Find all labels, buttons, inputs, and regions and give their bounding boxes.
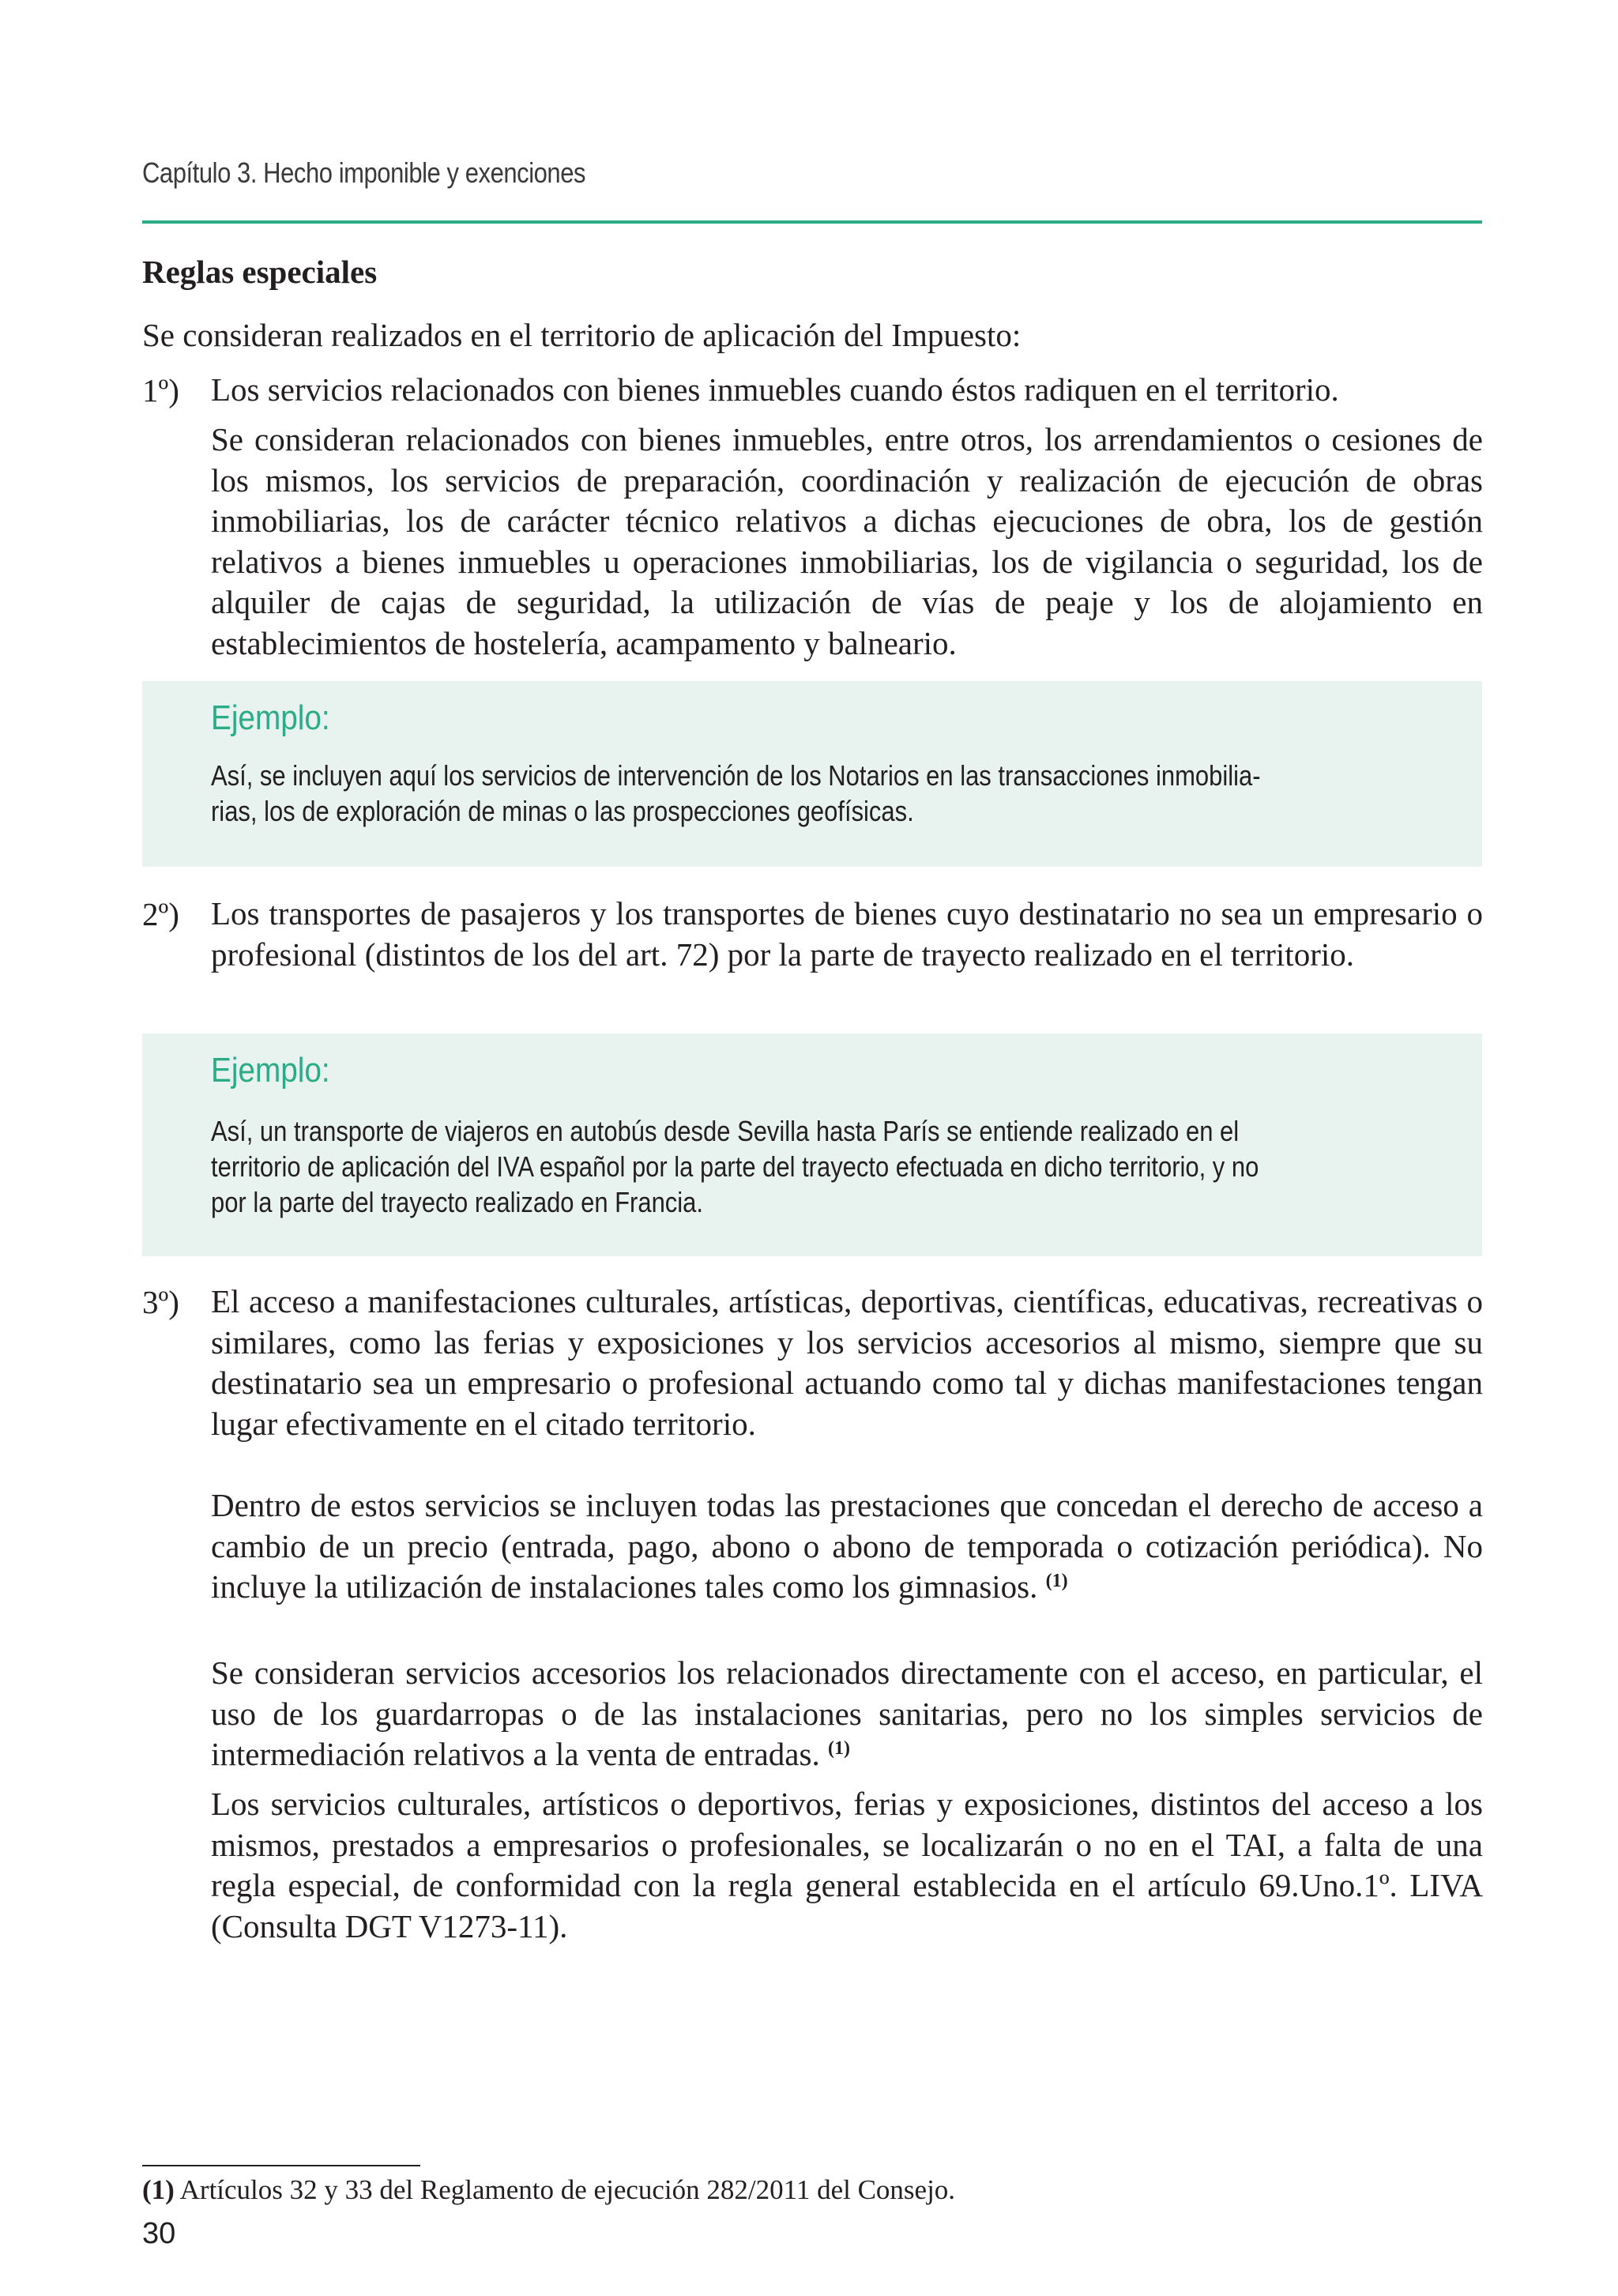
footnote-marker: (1) bbox=[142, 2174, 175, 2205]
item-3-paragraph-3 bbox=[211, 1653, 1483, 1775]
section-title: Reglas especiales bbox=[142, 254, 378, 290]
example-1-line-2: rias, los de exploración de minas o las prospecciones geofísicas. bbox=[211, 795, 914, 827]
item-2-lead: Los transportes de pasajeros y los transportes de bienes cuyo destinatario no sea un empresario o profesional (distintos de los del art. 72) por la parte de trayecto realizado en el territorio. bbox=[211, 895, 1483, 973]
footnote-reference: (1) bbox=[1045, 1571, 1068, 1591]
example-2-line-2: territorio de aplicación del IVA español por la parte del trayecto efectuada en dicho territorio, y no bbox=[211, 1150, 1259, 1183]
item-1-detail: Se consideran relacionados con bienes inmuebles, entre otros, los arrendamientos o cesiones de los mismos, los servicios de preparación, coordinación y realización de ejecución de obras inmobiliarias, los de carácter técnico relativos a dichas ejecuciones de obra, los de gestión relativos a bienes inmuebles u operaciones inmobiliarias, los de vigilancia o seguridad, los de alquiler de cajas de seguridad, la utilización de vías de peaje y los de alojamiento en establecimientos de hostelería, acampamento y balneario. bbox=[211, 421, 1483, 661]
example-2-line-3: por la parte del trayecto realizado en Francia. bbox=[211, 1186, 703, 1218]
example-1-text bbox=[211, 758, 1413, 829]
header-divider bbox=[142, 220, 1482, 224]
footnote-reference: (1) bbox=[827, 1738, 850, 1759]
chapter-header: Capítulo 3. Hecho imponible y exenciones bbox=[142, 156, 586, 189]
item-1-lead: Los servicios relacionados con bienes inmuebles cuando éstos radiquen en el territorio. bbox=[211, 371, 1339, 408]
item-1-number: 1º) bbox=[142, 372, 179, 408]
item-3-number: 3º) bbox=[142, 1284, 179, 1320]
example-box-2 bbox=[142, 1033, 1482, 1256]
footnote bbox=[142, 2174, 955, 2206]
footnote-divider bbox=[142, 2165, 420, 2166]
item-3-lead: El acceso a manifestaciones culturales, artísticas, deportivas, científicas, educativas, recreativas o similares, como las ferias y exposiciones y los servicios accesorios al mismo, siempre que su destinatario sea un empresario o profesional actuando como tal y dichas manifestaciones tengan lugar efectivamente en el citado territorio. bbox=[211, 1283, 1483, 1442]
item-3-paragraph-2-text: Dentro de estos servicios se incluyen todas las prestaciones que concedan el derecho de acceso a cambio de un precio (entrada, pago, abono o abono de temporada o cotización periódica). No incluye la utilización de instalaciones tales como los gimnasios. bbox=[211, 1487, 1483, 1605]
example-1-title: Ejemplo: bbox=[211, 698, 330, 737]
intro-paragraph: Se consideran realizados en el territorio de aplicación del Impuesto: bbox=[142, 317, 1022, 353]
example-2-text bbox=[211, 1113, 1413, 1220]
item-2-number: 2º) bbox=[142, 896, 179, 932]
example-box-1 bbox=[142, 681, 1482, 867]
example-2-line-1: Así, un transporte de viajeros en autobús desde Sevilla hasta París se entiende realizado en el bbox=[211, 1115, 1240, 1147]
page-number: 30 bbox=[142, 2217, 176, 2250]
item-3-paragraph-3-text: Se consideran servicios accesorios los relacionados directamente con el acceso, en particular, el uso de los guardarropas o de las instalaciones sanitarias, pero no los simples servicios de intermediación relativos a la venta de entradas. bbox=[211, 1654, 1483, 1772]
example-1-line-1: Así, se incluyen aquí los servicios de intervención de los Notarios en las transacciones inmobilia- bbox=[211, 759, 1261, 792]
item-3-paragraph-4: Los servicios culturales, artísticos o deportivos, ferias y exposiciones, distintos del acceso a los mismos, prestados a empresarios o profesionales, se localizarán o no en el TAI, a falta de una regla especial, de conformidad con la regla general establecida en el artículo 69.Uno.1º. LIVA (Consulta DGT V1273-11). bbox=[211, 1786, 1483, 1944]
item-3-paragraph-2 bbox=[211, 1485, 1483, 1608]
example-2-title: Ejemplo: bbox=[211, 1051, 330, 1090]
footnote-text: Artículos 32 y 33 del Reglamento de ejecución 282/2011 del Consejo. bbox=[174, 2174, 956, 2205]
